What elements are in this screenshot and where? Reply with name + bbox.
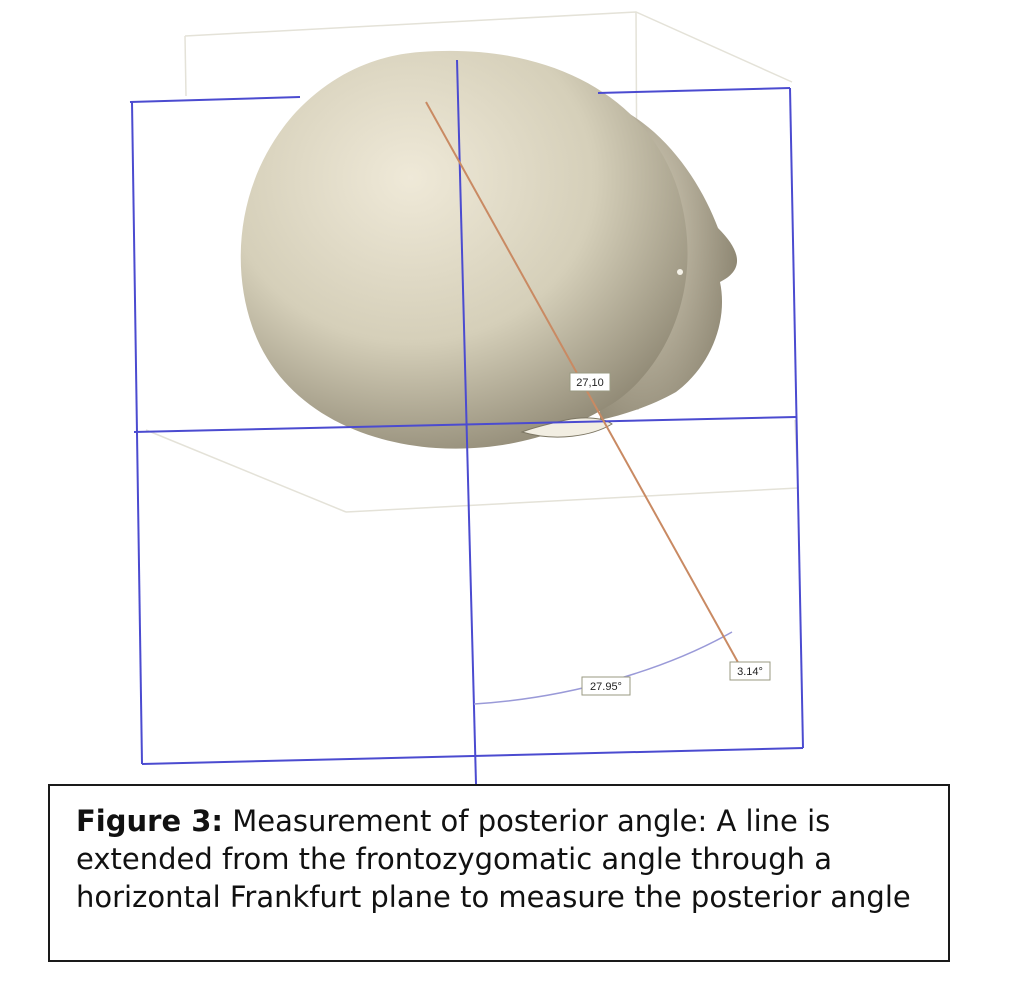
caption-label: Figure 3: [76, 804, 223, 838]
posterior-angle-label [582, 677, 630, 695]
distance-label-text: 27,10 [576, 377, 604, 389]
distance-label [570, 373, 610, 391]
secondary-angle-label-text: 3.14° [737, 666, 763, 678]
posterior-angle-label-text: 27.95° [590, 681, 622, 693]
skull-foramen [677, 269, 683, 275]
cranium [241, 51, 688, 449]
skull-model [241, 51, 737, 449]
caption-text: Measurement of posterior angle: A line is extended from the frontozygomatic angle through a horizontal Frankfurt plane to measure the posterior angle [76, 804, 911, 914]
top-plane-left [130, 97, 300, 102]
left-vertical-edge [132, 102, 142, 764]
bottom-plane [142, 748, 803, 764]
top-plane-right [598, 88, 790, 93]
figure-caption [48, 784, 950, 962]
secondary-angle-label [730, 662, 770, 680]
